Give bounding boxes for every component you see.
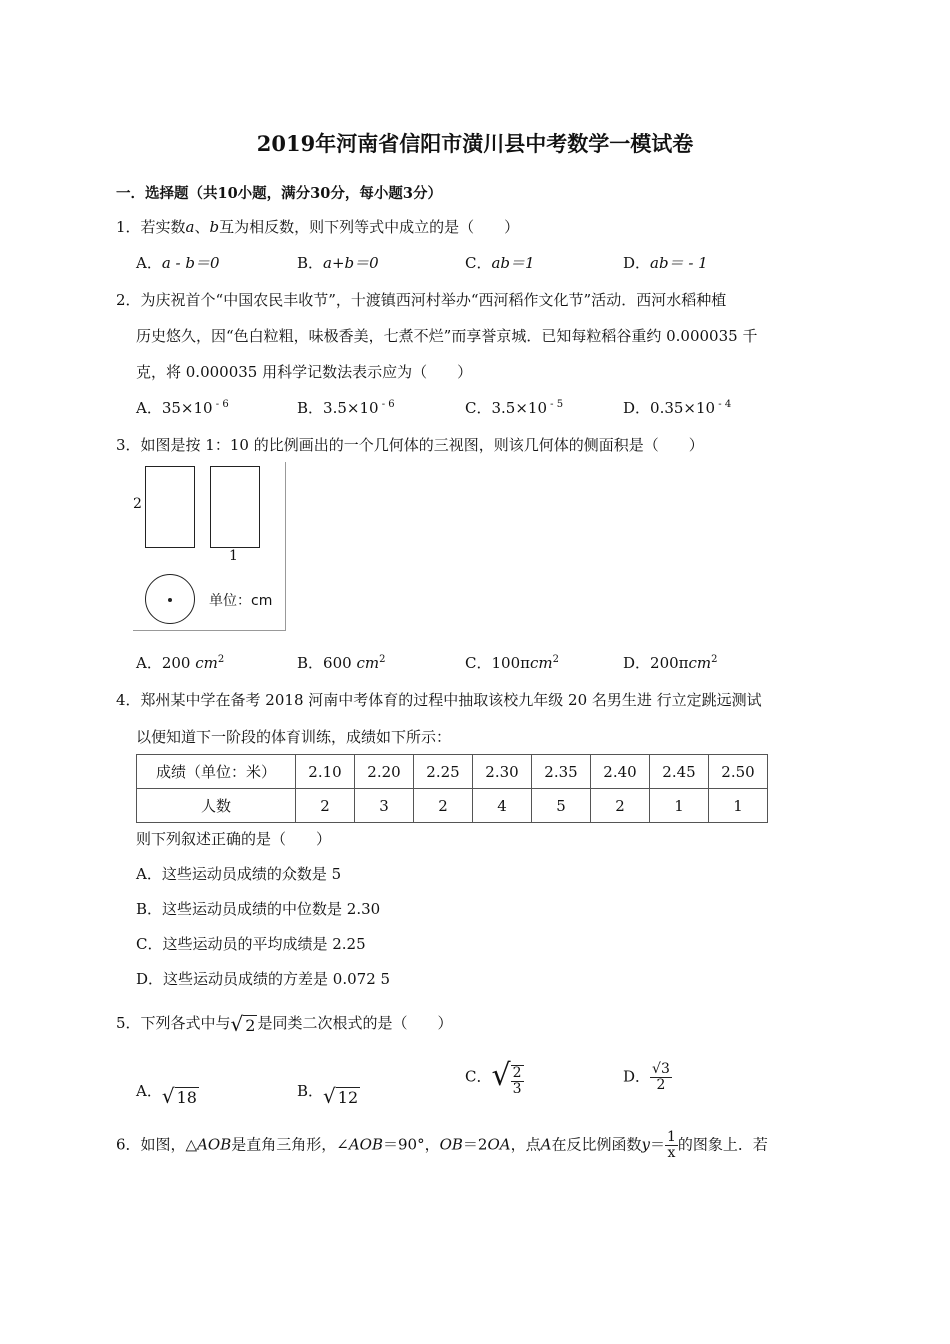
table-cell: 2.10 [296, 755, 355, 789]
q5-option-d: D． $\frac{√3}{2}$ [623, 1061, 670, 1093]
q1-stem: 1．若实数a、b互为相反数，则下列等式中成立的是（ ） [116, 218, 520, 236]
q6-stem: 6．如图，△AOB是直角三角形，∠AOB＝90°，OB＝2OA，点A在反比例函数y＝ $\frac{1}{x}$ 的图象上．若 [116, 1129, 768, 1161]
q3-option-c: C．100πcm$^2$ [465, 654, 559, 672]
q3-stem: 3．如图是按 1：10 的比例画出的一个几何体的三视图，则该几何体的侧面积是（ ） [116, 436, 704, 454]
q2-line-3: 克，将 0.000035 用科学记数法表示应为（ ） [136, 363, 473, 381]
q4-option-a: A．这些运动员成绩的众数是 5 [136, 865, 342, 883]
table-cell: 2.25 [414, 755, 473, 789]
side-view-rectangle [210, 466, 260, 548]
q5-option-c: C．√ $\frac{2}{3}$ [465, 1058, 522, 1097]
q4-option-d: D．这些运动员成绩的方差是 0.072 5 [136, 970, 391, 988]
table-cell: 5 [532, 789, 591, 823]
q1-option-a: A．a - b＝0 [136, 254, 220, 272]
q4-line-2: 以便知道下一阶段的体育训练，成绩如下所示： [136, 728, 452, 746]
q4-option-b: B．这些运动员成绩的中位数是 2.30 [136, 900, 381, 918]
table-header-cell: 成绩（单位：米） [137, 755, 296, 789]
q4-line-1: 4．郑州某中学在备考 2018 河南中考体育的过程中抽取该校九年级 20 名男生进 行立定跳远测试 [116, 691, 762, 709]
q2-line-2: 历史悠久，因“色白粒粗，味极香美，七煮不烂”而享誉京城．已知每粒稻谷重约 0.000035 千 [136, 327, 758, 345]
table-cell: 2 [296, 789, 355, 823]
table-row [137, 789, 768, 823]
q1-option-b: B．a+b＝0 [297, 254, 379, 272]
q2-option-b: B．3.5×10 $^{- 6}$ [297, 399, 395, 417]
q2-option-c: C．3.5×10 $^{- 5}$ [465, 399, 564, 417]
front-view-rectangle [145, 466, 195, 548]
q5-option-a: A．√ 18 [136, 1082, 197, 1108]
table-cell: 1 [709, 789, 768, 823]
table-cell: 2.35 [532, 755, 591, 789]
q5-option-b: B．√ 12 [297, 1082, 359, 1108]
table-cell: 1 [650, 789, 709, 823]
sqrt-expression: √ 2 [230, 1012, 256, 1036]
table-cell: 4 [473, 789, 532, 823]
table-cell: 2.50 [709, 755, 768, 789]
table-cell: 2 [414, 789, 473, 823]
table-header-cell: 人数 [137, 789, 296, 823]
unit-label: 单位：cm [209, 593, 273, 609]
q3-option-b: B．600 $cm^2$ [297, 654, 386, 672]
q1-option-c: C．ab＝1 [465, 254, 535, 272]
width-label: 1 [229, 548, 238, 564]
table-cell: 2 [591, 789, 650, 823]
q1-option-d: D．ab＝ - 1 [623, 254, 708, 272]
q5-stem: 5．下列各式中与√ 2 是同类二次根式的是（ ） [116, 1012, 453, 1036]
q3-option-d: D．200πcm$^2$ [623, 654, 718, 672]
table-row [137, 755, 768, 789]
q4-after-table: 则下列叙述正确的是（ ） [136, 830, 332, 848]
table-cell: 2.30 [473, 755, 532, 789]
q2-line-1: 2．为庆祝首个“中国农民丰收节”，十渡镇西河村举办“西河稻作文化节”活动．西河水稻种植 [116, 291, 727, 309]
table-cell: 3 [355, 789, 414, 823]
table-cell: 2.20 [355, 755, 414, 789]
three-view-figure [133, 462, 286, 631]
circle-center-dot [168, 598, 172, 602]
height-label: 2 [133, 496, 142, 512]
score-table [136, 754, 768, 823]
section-heading: 一．选择题（共10小题，满分30分，每小题3分） [116, 185, 442, 202]
q2-option-d: D．0.35×10 $^{- 4}$ [623, 399, 732, 417]
page-title: 2019年河南省信阳市潢川县中考数学一模试卷 [256, 131, 694, 156]
q3-option-a: A．200 $cm^2$ [136, 654, 225, 672]
q2-option-a: A．35×10 $^{- 6}$ [136, 399, 229, 417]
table-cell: 2.45 [650, 755, 709, 789]
table-cell: 2.40 [591, 755, 650, 789]
q4-option-c: C．这些运动员的平均成绩是 2.25 [136, 935, 366, 953]
